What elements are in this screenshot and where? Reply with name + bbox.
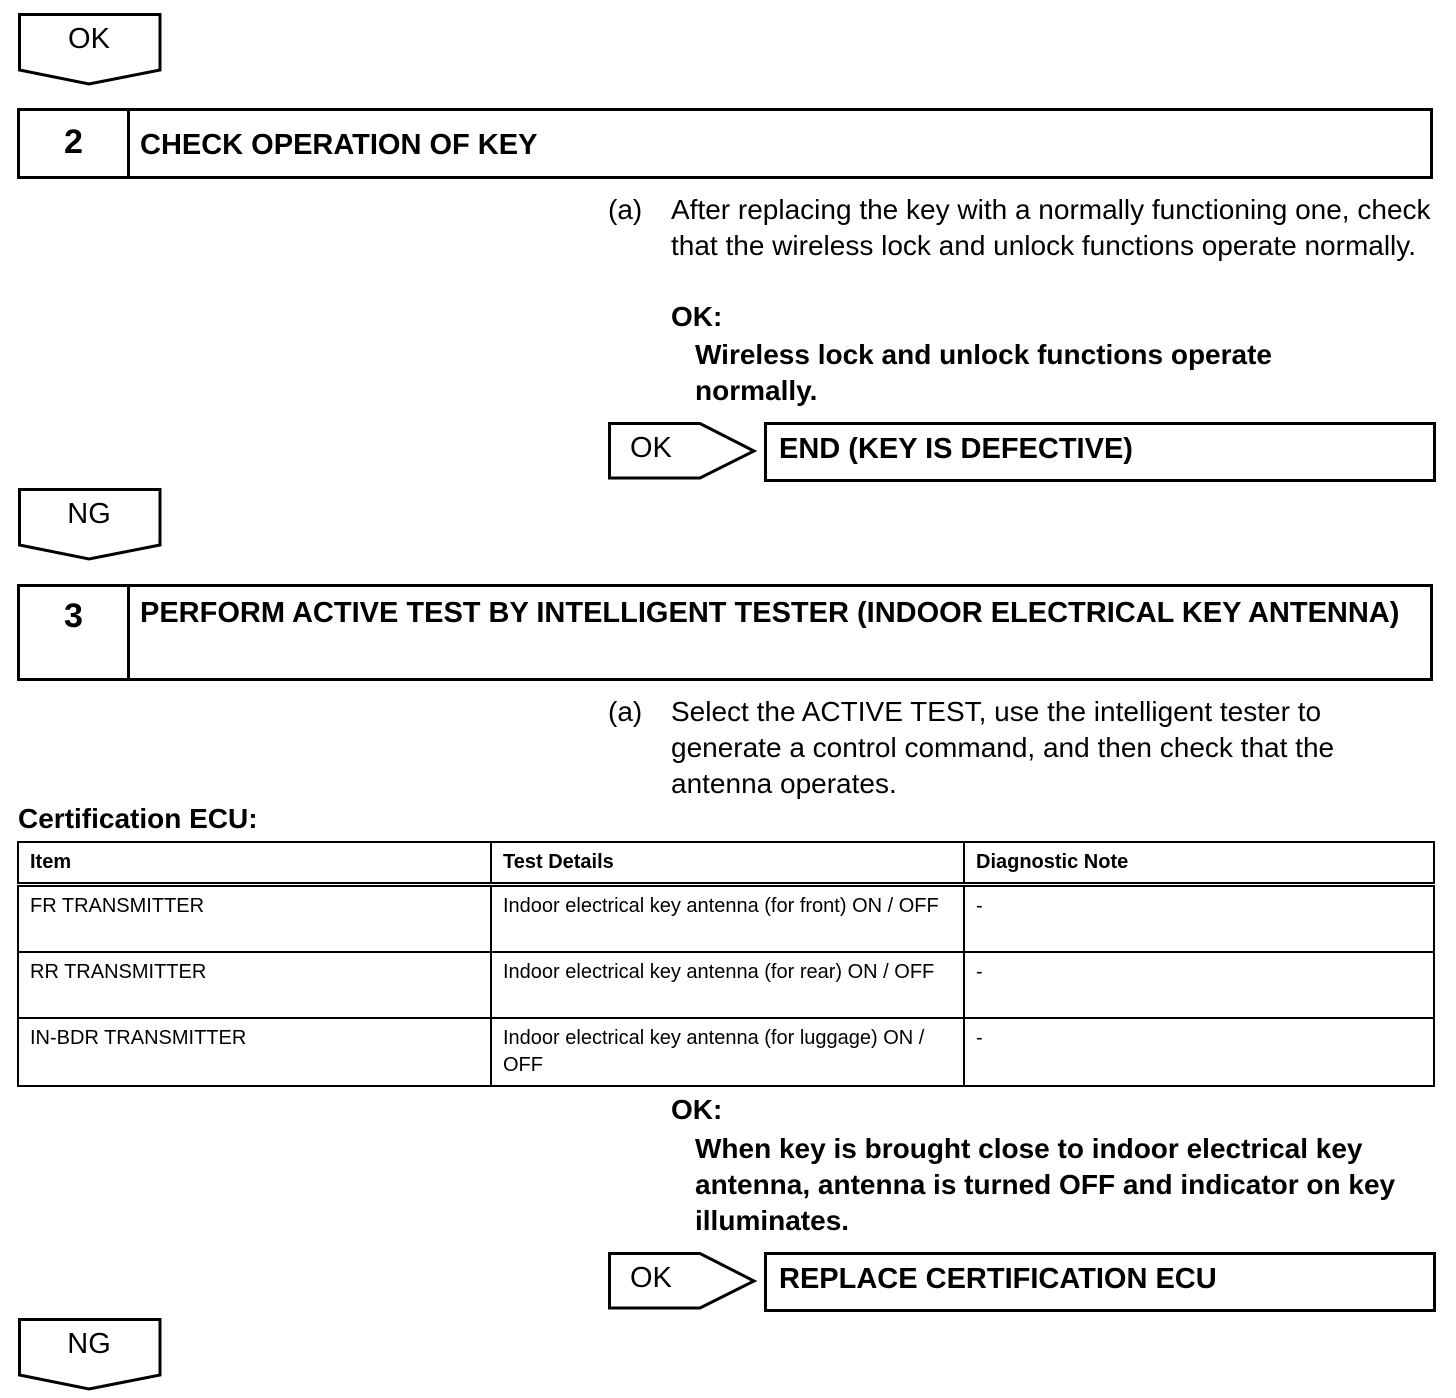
flow-label: OK xyxy=(630,432,672,464)
step-number: 3 xyxy=(20,587,130,678)
table-cell: - xyxy=(964,952,1434,1018)
table-row xyxy=(18,1018,1434,1086)
ok-criteria-label: OK: xyxy=(671,1094,723,1125)
table-cell: Indoor electrical key antenna (for front) ON / OFF xyxy=(491,885,964,953)
step-number: 2 xyxy=(20,111,130,176)
table-cell: Indoor electrical key antenna (for luggage) ON / OFF xyxy=(491,1018,964,1086)
ok-flow-arrow-top xyxy=(18,13,162,85)
ok-criteria-label: OK: xyxy=(671,301,723,332)
flow-label: NG xyxy=(67,498,111,530)
table-row xyxy=(18,885,1434,953)
instruction-text: After replacing the key with a normally functioning one, check that the wireless lock and unlock functions operate normally. xyxy=(671,194,1431,261)
column-header: Test Details xyxy=(491,842,964,885)
flow-label: NG xyxy=(67,1328,111,1360)
active-test-table xyxy=(17,841,1435,1087)
table-cell: - xyxy=(964,885,1434,953)
column-header: Diagnostic Note xyxy=(964,842,1434,885)
table-row xyxy=(18,952,1434,1018)
table-cell: - xyxy=(964,1018,1434,1086)
flow-label: OK xyxy=(68,23,110,55)
ng-flow-arrow-1 xyxy=(18,488,162,560)
step-3-instruction xyxy=(608,694,1438,804)
ok-criteria-text: When key is brought close to indoor electrical key antenna, antenna is turned OFF and indicator on key illuminates. xyxy=(695,1133,1396,1236)
table-header-row xyxy=(18,842,1434,885)
column-header: Item xyxy=(18,842,491,885)
ok-result-arrow xyxy=(608,1252,758,1310)
result-box: END (KEY IS DEFECTIVE) xyxy=(764,422,1436,482)
ng-flow-arrow-2 xyxy=(18,1318,162,1390)
step-2-instruction xyxy=(608,192,1438,302)
ok-criteria-text: Wireless lock and unlock functions operate normally. xyxy=(695,339,1272,406)
table-caption: Certification ECU: xyxy=(18,803,258,834)
table-cell: Indoor electrical key antenna (for rear) ON / OFF xyxy=(491,952,964,1018)
ok-result-arrow xyxy=(608,422,758,480)
instruction-tag: (a) xyxy=(608,194,643,225)
step-title: PERFORM ACTIVE TEST BY INTELLIGENT TESTER (INDOOR ELECTRICAL KEY ANTENNA) xyxy=(140,597,1400,629)
result-box: REPLACE CERTIFICATION ECU xyxy=(764,1252,1436,1312)
step-2-header xyxy=(17,108,1433,179)
table-cell: RR TRANSMITTER xyxy=(18,952,491,1018)
instruction-text: Select the ACTIVE TEST, use the intelligent tester to generate a control command, and then check that the antenna operates. xyxy=(671,696,1335,799)
table-cell: FR TRANSMITTER xyxy=(18,885,491,953)
flow-label: OK xyxy=(630,1262,672,1294)
table-cell: IN-BDR TRANSMITTER xyxy=(18,1018,491,1086)
step-title: CHECK OPERATION OF KEY xyxy=(140,129,538,161)
instruction-tag: (a) xyxy=(608,696,643,727)
step-3-header xyxy=(17,584,1433,681)
